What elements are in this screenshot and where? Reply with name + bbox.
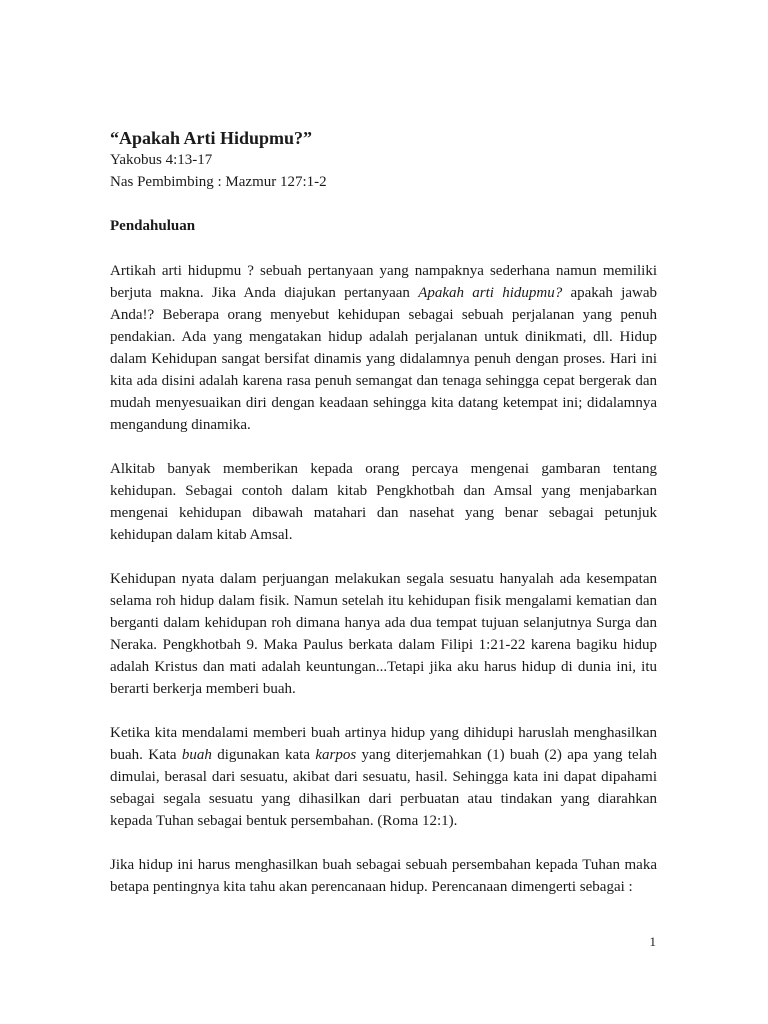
- paragraph-4: [110, 722, 657, 832]
- scripture-reference: Yakobus 4:13-17: [110, 152, 213, 168]
- paragraph-4-emphasis-karpos: karpos: [315, 747, 357, 763]
- sermon-title: “Apakah Arti Hidupmu?”: [110, 128, 313, 148]
- section-heading: Pendahuluan: [110, 218, 196, 234]
- document-page: [110, 127, 657, 898]
- paragraph-1-text-b: apakah jawab Anda!? Beberapa orang menyebut kehidupan sebagai sebuah perjalanan yang penuh pendakian. Ada yang mengatakan hidup adalah perjalanan untuk dinikmati, dll. Hidup dalam Kehidupan sangat bersifat dinamis yang didalamnya penuh dengan proses. Hari ini kita ada disini adalah karena rasa penuh semangat dan tenaga sehingga cepat bergerak dan mudah menyesuaikan diri dengan keadaan sehingga kita datang ketempat ini; didalamnya mengandung dinamika.: [110, 285, 658, 433]
- page-number: 1: [649, 934, 656, 949]
- paragraph-4-emphasis-buah: buah: [181, 747, 212, 763]
- paragraph-5: Jika hidup ini harus menghasilkan buah sebagai sebuah persembahan kepada Tuhan maka betapa pentingnya kita tahu akan perencanaan hidup. Perencanaan dimengerti sebagai :: [110, 857, 657, 895]
- guide-verse: Nas Pembimbing : Mazmur 127:1-2: [110, 174, 327, 190]
- paragraph-4-text-a: Ketika kita mendalami memberi buah artinya hidup yang dihidupi haruslah menghasilkan buah. Kata: [110, 725, 657, 763]
- paragraph-4-text-c: yang diterjemahkan (1) buah (2) apa yang telah dimulai, berasal dari sesuatu, akibat dari sesuatu, hasil. Sehingga kata ini dapat dipahami sebagai segala sesuatu yang dihasilkan dari perbuatan atau tindakan yang diarahkan kepada Tuhan sebagai bentuk persembahan. (Roma 12:1).: [110, 747, 657, 829]
- paragraph-1-emphasis: Apakah arti hidupmu?: [418, 285, 563, 301]
- paragraph-3: Kehidupan nyata dalam perjuangan melakukan segala sesuatu hanyalah ada kesempatan selama roh hidup dalam fisik. Namun setelah itu kehidupan fisik mengalami kematian dan berganti dalam kehidupan roh dimana hanya ada dua tempat tujuan selanjutnya Surga dan Neraka. Pengkhotbah 9. Maka Paulus berkata dalam Filipi 1:21-22 karena bagiku hidup adalah Kristus dan mati adalah keuntungan...Tetapi jika aku harus hidup di dunia ini, itu berarti berkerja memberi buah.: [110, 571, 657, 697]
- paragraph-2: Alkitab banyak memberikan kepada orang percaya mengenai gambaran tentang kehidupan. Sebagai contoh dalam kitab Pengkhotbah dan Amsal yang menjabarkan mengenai kehidupan dibawah matahari dan nasehat yang benar sebagai petunjuk kehidupan dalam kitab Amsal.: [110, 461, 657, 543]
- paragraph-4-text-b: digunakan kata: [211, 747, 316, 763]
- paragraph-1: [110, 260, 657, 436]
- paragraph-1-text-a: Artikah arti hidupmu ? sebuah pertanyaan yang nampaknya sederhana namun memiliki berjuta makna. Jika Anda diajukan pertanyaan: [110, 263, 657, 301]
